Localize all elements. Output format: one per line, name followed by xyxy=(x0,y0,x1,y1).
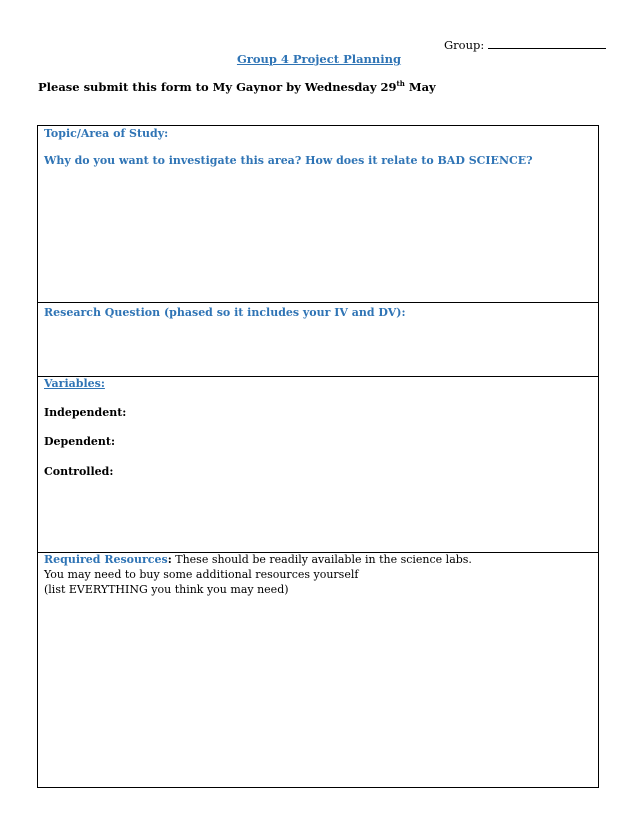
group-blank-line[interactable] xyxy=(488,38,606,49)
dependent-label: Dependent: xyxy=(44,435,116,448)
resources-section[interactable] xyxy=(38,553,598,789)
research-question-section[interactable] xyxy=(38,303,598,377)
research-heading: Research Question (phased so it includes your IV and DV): xyxy=(44,306,406,319)
resources-line-2: You may need to buy some additional resources yourself xyxy=(44,568,359,581)
topic-section[interactable] xyxy=(38,126,598,303)
group-field xyxy=(444,38,606,52)
group-label: Group: xyxy=(444,38,485,52)
resources-heading: Required Resources xyxy=(44,553,168,566)
submit-month: May xyxy=(404,80,436,94)
variables-heading: Variables: xyxy=(44,377,105,390)
topic-heading: Topic/Area of Study: xyxy=(44,127,169,140)
independent-label: Independent: xyxy=(44,406,127,419)
topic-question: Why do you want to investigate this area? How does it relate to BAD SCIENCE? xyxy=(44,154,533,167)
submit-date-suffix: th xyxy=(396,79,405,89)
resources-intro: These should be readily available in the science labs. xyxy=(171,553,472,566)
page-title: Group 4 Project Planning xyxy=(236,52,402,66)
resources-colon: : xyxy=(167,553,172,566)
resources-line-3: (list EVERYTHING you think you may need) xyxy=(44,583,289,596)
submit-instruction xyxy=(38,80,436,94)
variables-section[interactable] xyxy=(38,377,598,553)
planning-form xyxy=(37,125,599,788)
submit-text: Please submit this form to My Gaynor by Wednesday 29 xyxy=(38,80,397,94)
controlled-label: Controlled: xyxy=(44,465,114,478)
resources-line-1 xyxy=(44,553,472,566)
